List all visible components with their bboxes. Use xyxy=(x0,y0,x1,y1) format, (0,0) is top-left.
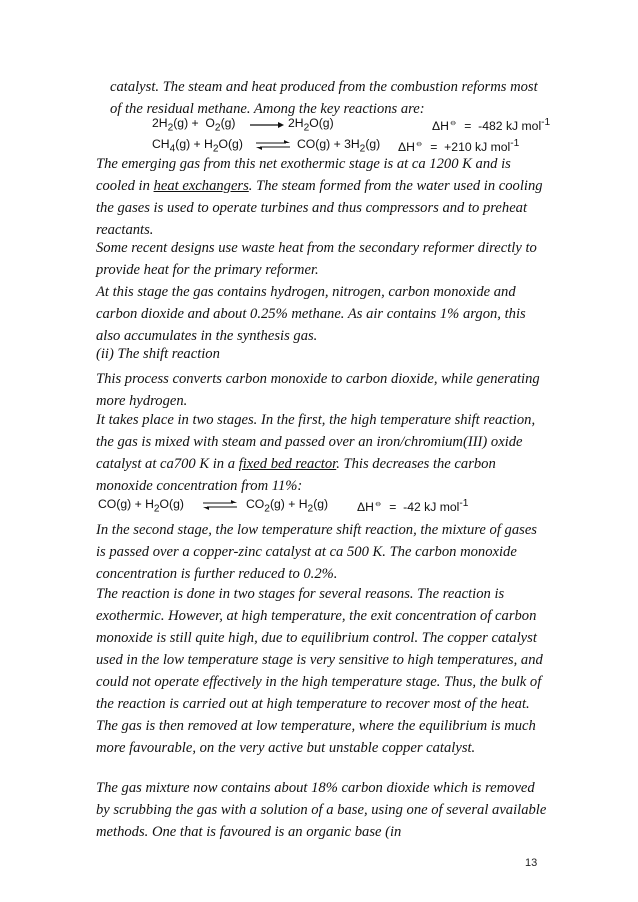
equilibrium-arrow-icon xyxy=(203,500,237,510)
heat-exchangers-link[interactable]: heat exchangers xyxy=(153,178,249,194)
equilibrium-arrow-icon xyxy=(256,140,290,150)
paragraph-two-stage-reasons: The reaction is done in two stages for several reasons. The reaction is exothermic. However, at high temperature, the exit concentration of carbon monoxide is still quite high, due to equilibrium control. The copper catalyst used in the low temperature stage is very sensitive to high temperatures, and could not operate effectively in the high temperature stage. Thus, the bulk of the reaction is carried out at high temperature to recover most of the heat. The gas is then removed at low temperature, where the equilibrium is much more favourable, on the very active but unstable copper catalyst. xyxy=(96,586,543,756)
equation-water-gas-shift xyxy=(0,496,638,515)
text-run: It takes place in two stages. In the first, the high temperature shift reaction, the gas is mixed with steam and passed over an iron/chromium(III) oxide catalyst at ca700 K in a xyxy=(96,412,536,472)
text-run: The emerging gas from this net exothermic stage is at ca 1200 K and is cooled in xyxy=(96,156,511,194)
paragraph-heat-exchange xyxy=(96,153,548,241)
equation-enthalpy: ΔH⦵ = -42 kJ mol$^{-1}$ xyxy=(357,498,469,515)
text-run: . This decreases the carbon monoxide concentration from 11%: xyxy=(96,456,496,494)
equation-steam-reforming xyxy=(0,136,638,155)
equation-rhs: $CO(g) + 3H_2(g)$ xyxy=(297,137,381,155)
paragraph-co2-removal: The gas mixture now contains about 18% carbon dioxide which is removed by scrubbing the gas with a solution of a base, using one of several available methods. One that is favoured is an organic base (in xyxy=(96,780,547,840)
paragraph-gas-composition: At this stage the gas contains hydrogen, nitrogen, carbon monoxide and carbon dioxide and about 0.25% methane. As air contains 1% argon, this also accumulates in the synthesis gas. xyxy=(96,284,526,344)
equation-rhs: $CO_2(g) + H_2(g)$ xyxy=(246,497,329,515)
paragraph-shift-purpose: This process converts carbon monoxide to carbon dioxide, while generating more hydrogen. xyxy=(96,371,540,409)
section-heading-shift-reaction: (ii) The shift reaction xyxy=(96,346,220,362)
equation-rhs: $2H_2O(g)$ xyxy=(288,116,334,134)
paragraph-high-temp-shift xyxy=(96,409,548,497)
equation-lhs: $CO(g) + H_2O(g)$ xyxy=(98,497,184,515)
paragraph-waste-heat: Some recent designs use waste heat from the secondary reformer directly to provide heat for the primary reformer. xyxy=(96,240,537,278)
fixed-bed-reactor-link[interactable]: fixed bed reactor xyxy=(238,456,337,472)
forward-arrow-icon xyxy=(250,122,284,128)
equation-hydrogen-combustion xyxy=(0,115,638,134)
equation-enthalpy: ΔH⦵ = -482 kJ mol$^{-1}$ xyxy=(432,117,551,134)
paragraph-catalyst-intro: catalyst. The steam and heat produced from the combustion reforms most of the residual methane. Among the key reactions are: xyxy=(110,79,538,117)
equation-lhs: $2H_2(g) + O_2(g)$ xyxy=(152,116,236,134)
equation-lhs: $CH_4(g) + H_2O(g)$ xyxy=(152,137,243,155)
page-number: 13 xyxy=(525,857,538,869)
equation-enthalpy: ΔH⦵ = +210 kJ mol$^{-1}$ xyxy=(398,138,520,155)
paragraph-low-temp-shift: In the second stage, the low temperature shift reaction, the mixture of gases is passed over a copper-zinc catalyst at ca 500 K. The carbon monoxide concentration is further reduced to 0.2%. xyxy=(96,522,537,582)
text-run: . The steam formed from the water used in cooling the gases is used to operate turbines and thus compressors and to preheat reactants. xyxy=(96,178,543,238)
